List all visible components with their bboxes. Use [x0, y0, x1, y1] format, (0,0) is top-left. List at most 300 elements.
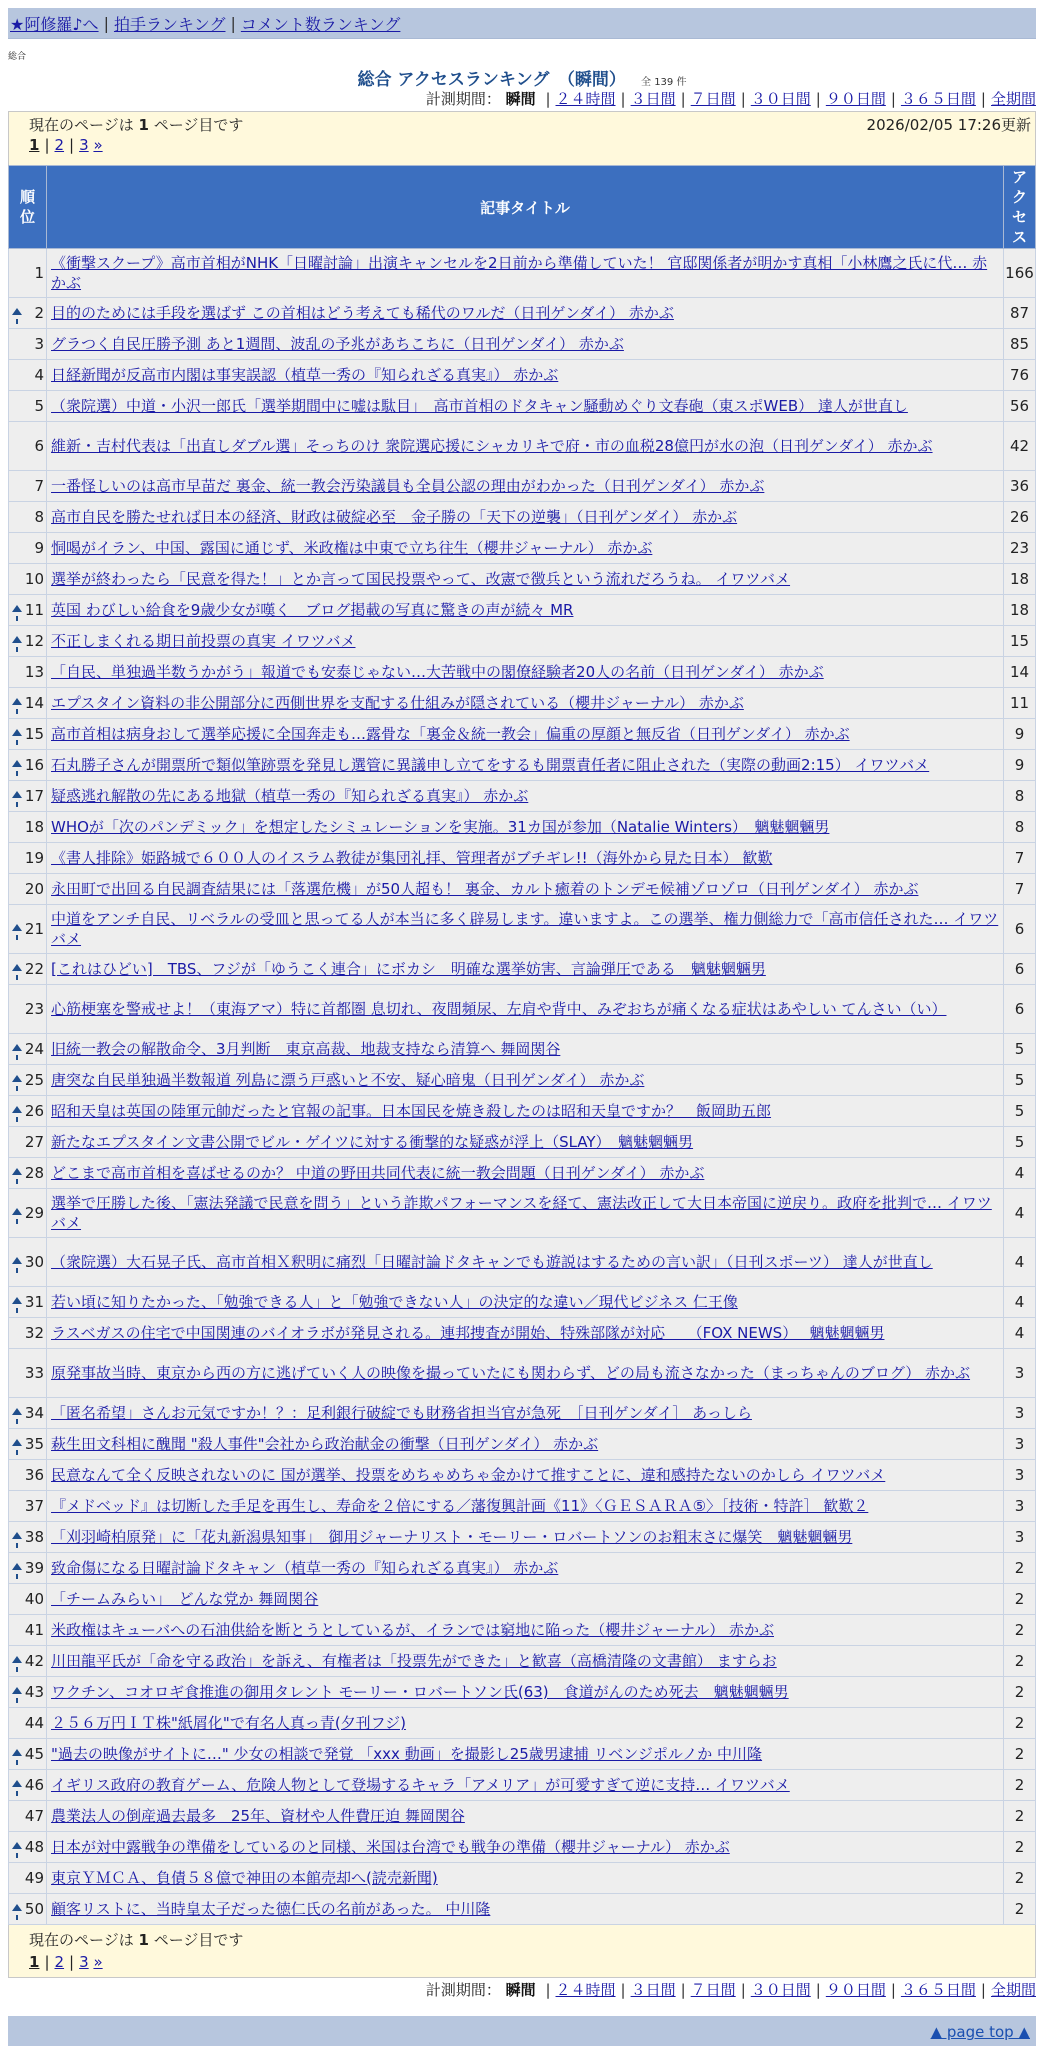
article-link[interactable]: 高市自民を勝たせれば日本の経済、財政は破綻必至 金子勝の「天下の逆襲」（日刊ゲンダイ） 赤かぶ — [51, 508, 738, 526]
rank-number: 40 — [25, 1584, 47, 1615]
up-arrow-icon — [12, 1075, 22, 1082]
rank-change-cell — [9, 1894, 25, 1925]
table-row — [9, 1429, 1036, 1460]
period-link[interactable]: 全期間 — [990, 90, 1036, 108]
up-arrow-icon — [12, 1257, 22, 1264]
access-count: 9 — [1004, 719, 1036, 750]
article-title-cell — [47, 1238, 1004, 1287]
article-link[interactable]: 《衝撃スクープ》高市首相がNHK「日曜討論」出演キャンセルを2日前から準備していた！ 官邸関係者が明かす真相「小林鷹之氏に代… 赤かぶ — [51, 254, 988, 292]
article-title-cell — [47, 657, 1004, 688]
page-link[interactable]: 3 — [79, 1953, 89, 1971]
rank-change-cell — [9, 781, 25, 812]
article-title-cell — [47, 1189, 1004, 1238]
table-row — [9, 502, 1036, 533]
article-link[interactable]: 永田町で出回る自民調査結果には「落選危機」が50人超も！ 裏金、カルト癒着のトンデモ候補ゾロゾロ（日刊ゲンダイ） 赤かぶ — [51, 880, 919, 898]
article-title-cell — [47, 985, 1004, 1034]
access-count: 18 — [1004, 564, 1036, 595]
access-count: 87 — [1004, 298, 1036, 329]
up-arrow-stem — [16, 616, 18, 621]
up-arrow-icon — [12, 1749, 22, 1756]
article-link[interactable]: 昭和天皇は英国の陸軍元帥だったと官報の記事。日本国民を焼き殺したのは昭和天皇ですか？ 飯岡助五郎 — [51, 1102, 772, 1120]
page-current: 1 — [29, 136, 40, 154]
article-link[interactable]: 旧統一教会の解散命令、3月判断 東京高裁、地裁支持なら清算へ 舞岡関谷 — [51, 1040, 561, 1058]
period-link[interactable]: ３６５日間 — [900, 1981, 976, 1999]
col-access-header: アクセス — [1004, 166, 1036, 249]
access-count: 42 — [1004, 422, 1036, 471]
up-arrow-stem — [16, 975, 18, 980]
up-arrow-stem — [16, 1117, 18, 1122]
article-title-cell — [47, 688, 1004, 719]
article-title-cell — [47, 1349, 1004, 1398]
access-count: 3 — [1004, 1398, 1036, 1429]
article-link[interactable]: 顧客リストに、当時皇太子だった徳仁氏の名前があった。 中川隆 — [51, 1900, 491, 1918]
article-link[interactable]: 「刈羽崎柏原発」に「花丸新潟県知事」 御用ジャーナリスト・モーリー・ロバートソンのお粗末さに爆笑 魑魅魍魎男 — [51, 1528, 853, 1546]
rank-number: 50 — [25, 1894, 47, 1925]
rank-change-cell — [9, 1491, 25, 1522]
up-arrow-stem — [16, 1179, 18, 1184]
ranking-table — [8, 165, 1036, 1925]
article-link[interactable]: （衆院選）大石晃子氏、高市首相Ｘ釈明に痛烈「日曜討論ドタキャンでも遊説はするための言い訳」（日刊スポーツ） 達人が世直し — [51, 1253, 933, 1271]
article-link[interactable]: イギリス政府の教育ゲーム、危険人物として登場するキャラ「アメリア」が可愛すぎて逆に支持… イワツバメ — [51, 1776, 790, 1794]
page-top-link[interactable]: ▲ page top ▲ — [930, 2023, 1030, 2041]
article-link[interactable]: ワクチン、コオロギ食推進の御用タレント モーリー・ロバートソン氏(63) 食道がんのため死去 魑魅魍魎男 — [51, 1683, 789, 1701]
up-arrow-stem — [16, 1450, 18, 1455]
period-separator: | — [815, 90, 821, 108]
rank-number: 23 — [25, 985, 47, 1034]
table-row — [9, 1832, 1036, 1863]
table-row — [9, 1460, 1036, 1491]
access-count: 2 — [1004, 1801, 1036, 1832]
article-title-cell — [47, 1615, 1004, 1646]
article-title-cell — [47, 329, 1004, 360]
article-link[interactable]: 萩生田文科相に醜聞 "殺人事件"会社から政治献金の衝撃（日刊ゲンダイ） 赤かぶ — [51, 1435, 599, 1453]
rank-number: 42 — [25, 1646, 47, 1677]
up-arrow-stem — [16, 1219, 18, 1224]
period-link[interactable]: ３日間 — [630, 90, 676, 108]
article-link[interactable]: 原発事故当時、東京から西の方に逃げていく人の映像を撮っていたにも関わらず、どの局も流さなかった（まっちゃんのブログ） 赤かぶ — [51, 1364, 971, 1382]
rank-change-cell — [9, 1034, 25, 1065]
access-count: 2 — [1004, 1708, 1036, 1739]
article-link[interactable]: 疑惑逃れ解散の先にある地獄（植草一秀の『知られざる真実』） 赤かぶ — [51, 787, 529, 805]
page-separator: | — [44, 136, 50, 154]
article-link[interactable]: 日本が対中露戦争の準備をしているのと同様、米国は台湾でも戦争の準備（櫻井ジャーナル） 赤かぶ — [51, 1838, 730, 1856]
rank-change-cell — [9, 595, 25, 626]
rank-number: 10 — [25, 564, 47, 595]
article-link[interactable]: "過去の映像がサイトに…" 少女の相談で発覚 「xxx 動画」を撮影し25歳男逮捕 リベンジポルノか 中川隆 — [51, 1745, 763, 1763]
article-title-cell — [47, 719, 1004, 750]
period-separator: | — [620, 90, 626, 108]
article-title-cell — [47, 502, 1004, 533]
rank-number: 2 — [25, 298, 47, 329]
rank-number: 3 — [25, 329, 47, 360]
access-count: 4 — [1004, 1238, 1036, 1287]
rank-number: 17 — [25, 781, 47, 812]
rank-change-cell — [9, 1584, 25, 1615]
rank-number: 18 — [25, 812, 47, 843]
rank-change-cell — [9, 1615, 25, 1646]
article-title-cell — [47, 1646, 1004, 1677]
page-link[interactable]: 3 — [79, 136, 89, 154]
access-count: 4 — [1004, 1287, 1036, 1318]
rank-change-cell — [9, 533, 25, 564]
access-count: 5 — [1004, 1065, 1036, 1096]
rank-number: 14 — [25, 688, 47, 719]
access-count: 2 — [1004, 1677, 1036, 1708]
rank-change-cell — [9, 985, 25, 1034]
up-arrow-icon — [12, 1106, 22, 1113]
article-link[interactable]: 米政権はキューバへの石油供給を断とうとしているが、イランでは窮地に陥った（櫻井ジャーナル） 赤かぶ — [51, 1621, 774, 1639]
rank-number: 26 — [25, 1096, 47, 1127]
period-separator: | — [980, 1981, 986, 1999]
article-link[interactable]: （衆院選）中道・小沢一郎氏「選挙期間中に嘘は駄目」 高市首相のドタキャン騒動めぐり文春砲（東スポWEB） 達人が世直し — [51, 397, 908, 415]
rank-change-cell — [9, 750, 25, 781]
access-count: 5 — [1004, 1127, 1036, 1158]
rank-change-cell — [9, 1460, 25, 1491]
up-arrow-icon — [12, 1563, 22, 1570]
article-link[interactable]: 若い頃に知りたかった、「勉強できる人」と「勉強できない人」の決定的な違い／現代ビジネス 仁王像 — [51, 1293, 738, 1311]
period-link[interactable]: ２４時間 — [555, 1981, 616, 1999]
period-link[interactable]: ７日間 — [690, 1981, 736, 1999]
period-selector — [8, 87, 1036, 111]
page-separator: | — [69, 1953, 75, 1971]
article-link[interactable]: 「匿名希望」さんお元気ですか！？：足利銀行破綻でも財務省担当官が急死 ［日刊ゲンダイ］ あっしら — [51, 1404, 752, 1422]
article-title-cell — [47, 874, 1004, 905]
rank-number: 30 — [25, 1238, 47, 1287]
rank-change-cell — [9, 1065, 25, 1096]
rank-change-cell — [9, 1801, 25, 1832]
article-link[interactable]: 『メドベッド』は切断した手足を再生し、寿命を２倍にする／藩復興計画《11》〈ＧＥＳＡＲＡ⑤〉［技術・特許］ 歓歎２ — [51, 1497, 869, 1515]
rank-number: 6 — [25, 422, 47, 471]
table-row — [9, 1189, 1036, 1238]
article-title-cell — [47, 1801, 1004, 1832]
table-row — [9, 719, 1036, 750]
rank-change-cell — [9, 1398, 25, 1429]
period-label: 計測期間： — [425, 1981, 501, 1999]
rank-change-cell — [9, 1863, 25, 1894]
article-link[interactable]: 英国 わびしい給食を9歳少女が嘆く ブログ掲載の写真に驚きの声が続々 MR — [51, 601, 574, 619]
article-link[interactable]: 恫喝がイラン、中国、露国に通じず、米政権は中東で立ち往生（櫻井ジャーナル） 赤かぶ — [51, 539, 653, 557]
up-arrow-icon — [12, 636, 22, 643]
rank-change-cell — [9, 360, 25, 391]
article-link[interactable]: どこまで高市首相を喜ばせるのか？ 中道の野田共同代表に統一教会問題（日刊ゲンダイ） 赤かぶ — [51, 1164, 705, 1182]
rank-number: 41 — [25, 1615, 47, 1646]
access-count: 9 — [1004, 750, 1036, 781]
rank-number: 33 — [25, 1349, 47, 1398]
period-link[interactable]: ３０日間 — [750, 1981, 811, 1999]
access-count: 3 — [1004, 1522, 1036, 1553]
access-count: 6 — [1004, 954, 1036, 985]
access-count: 2 — [1004, 1863, 1036, 1894]
up-arrow-stem — [16, 1419, 18, 1424]
rank-number: 45 — [25, 1739, 47, 1770]
up-arrow-stem — [16, 1308, 18, 1313]
up-arrow-stem — [16, 771, 18, 776]
article-title-cell — [47, 298, 1004, 329]
access-count: 2 — [1004, 1770, 1036, 1801]
article-title-cell — [47, 1398, 1004, 1429]
up-arrow-icon — [12, 1656, 22, 1663]
access-count: 6 — [1004, 985, 1036, 1034]
table-row — [9, 812, 1036, 843]
item-count: 全 139 件 — [641, 77, 687, 88]
up-arrow-icon — [12, 1208, 22, 1215]
article-link[interactable]: 中道をアンチ自民、リベラルの受皿と思ってる人が本当に多く辟易します。違いますよ。この選挙、権力側総力で「高市信任された… イワツバメ — [51, 910, 999, 948]
up-arrow-icon — [12, 760, 22, 767]
up-arrow-stem — [16, 647, 18, 652]
article-link[interactable]: 不正しまくれる期日前投票の真実 イワツバメ — [51, 632, 356, 650]
up-arrow-icon — [12, 1439, 22, 1446]
period-separator: | — [620, 1981, 626, 1999]
up-arrow-stem — [16, 1543, 18, 1548]
article-title-cell — [47, 1708, 1004, 1739]
rank-change-cell — [9, 1127, 25, 1158]
access-count: 3 — [1004, 1429, 1036, 1460]
page-link[interactable]: 2 — [54, 136, 65, 154]
access-count: 56 — [1004, 391, 1036, 422]
rank-number: 19 — [25, 843, 47, 874]
rank-change-cell — [9, 843, 25, 874]
table-row — [9, 329, 1036, 360]
up-arrow-stem — [16, 709, 18, 714]
article-title-cell — [47, 1832, 1004, 1863]
rank-change-cell — [9, 1832, 25, 1863]
rank-change-cell — [9, 391, 25, 422]
period-link[interactable]: ３０日間 — [750, 90, 811, 108]
updated-time: 2026/02/05 17:26更新 — [866, 116, 1031, 134]
rank-number: 16 — [25, 750, 47, 781]
article-link[interactable]: ２５６万円ＩＴ株"紙屑化"で有名人真っ青(夕刊フジ) — [51, 1714, 406, 1732]
rank-change-cell — [9, 954, 25, 985]
rank-number: 32 — [25, 1318, 47, 1349]
page-separator: | — [44, 1953, 50, 1971]
rank-number: 9 — [25, 533, 47, 564]
page-link[interactable]: 2 — [54, 1953, 65, 1971]
article-title-cell — [47, 812, 1004, 843]
period-separator: | — [545, 1981, 551, 1999]
article-link[interactable]: 心筋梗塞を警戒せよ！（東海アマ）特に首都圏 息切れ、夜間頻尿、左肩や背中、みぞおちが痛くなる症状はあやしい てんさい（い） — [51, 1000, 947, 1018]
up-arrow-stem — [16, 1055, 18, 1060]
article-link[interactable]: 《書人排除》姫路城で６００人のイスラム教徒が集団礼拝、管理者がブチギレ!!（海外から見た日本） 歓歎 — [51, 849, 773, 867]
rank-change-cell — [9, 1238, 25, 1287]
article-link[interactable]: 維新・吉村代表は「出直しダブル選」そっちのけ 衆院選応援にシャカリキで府・市の血税28億円が水の泡（日刊ゲンダイ） 赤かぶ — [51, 437, 933, 455]
rank-number: 44 — [25, 1708, 47, 1739]
current-page-text: 現在のページは 1 ページ目です — [29, 1931, 244, 1949]
access-count: 2 — [1004, 1832, 1036, 1863]
article-title-cell — [47, 954, 1004, 985]
table-row — [9, 985, 1036, 1034]
period-separator: | — [680, 90, 686, 108]
rank-change-cell — [9, 1318, 25, 1349]
access-count: 5 — [1004, 1096, 1036, 1127]
rank-number: 22 — [25, 954, 47, 985]
table-row — [9, 1158, 1036, 1189]
article-link[interactable]: 川田龍平氏が「命を守る政治」を訴え、有権者は「投票先ができた」と歓喜（高橋清隆の文書館） ますらお — [51, 1652, 777, 1670]
article-title-cell — [47, 1584, 1004, 1615]
page-info-bottom — [8, 1925, 1036, 1978]
table-row — [9, 1584, 1036, 1615]
rank-change-cell — [9, 1287, 25, 1318]
access-count: 8 — [1004, 812, 1036, 843]
article-title-cell — [47, 1491, 1004, 1522]
table-row — [9, 1522, 1036, 1553]
period-link[interactable]: ３６５日間 — [900, 90, 976, 108]
rank-change-cell — [9, 1158, 25, 1189]
up-arrow-stem — [16, 1574, 18, 1579]
rank-change-cell — [9, 1770, 25, 1801]
article-link[interactable]: 新たなエプスタイン文書公開でビル・ゲイツに対する衝撃的な疑惑が浮上（SLAY） 魑魅魍魎男 — [51, 1133, 694, 1151]
article-title-cell — [47, 750, 1004, 781]
pagination-bottom — [29, 1953, 103, 1971]
up-arrow-stem — [16, 935, 18, 940]
article-title-cell — [47, 1429, 1004, 1460]
table-row — [9, 1739, 1036, 1770]
up-arrow-icon — [12, 1297, 22, 1304]
page-separator: | — [69, 136, 75, 154]
rank-change-cell — [9, 1096, 25, 1127]
article-title-cell — [47, 781, 1004, 812]
table-row — [9, 905, 1036, 954]
access-count: 2 — [1004, 1584, 1036, 1615]
table-row — [9, 1708, 1036, 1739]
article-title-cell — [47, 1522, 1004, 1553]
period-link[interactable]: 全期間 — [990, 1981, 1036, 1999]
article-link[interactable]: 「自民、単独過半数うかがう」報道でも安泰じゃない…大苦戦中の閣僚経験者20人の名前（日刊ゲンダイ） 赤かぶ — [51, 663, 824, 681]
access-count: 3 — [1004, 1491, 1036, 1522]
table-row — [9, 750, 1036, 781]
footer-bar — [8, 2016, 1036, 2046]
rank-change-cell — [9, 422, 25, 471]
next-page-link[interactable]: » — [93, 1953, 103, 1971]
access-count: 36 — [1004, 471, 1036, 502]
article-link[interactable]: 農業法人の倒産過去最多 25年、資材や人件費圧迫 舞岡関谷 — [51, 1807, 465, 1825]
table-row — [9, 781, 1036, 812]
table-row — [9, 1677, 1036, 1708]
up-arrow-stem — [16, 1915, 18, 1920]
article-title-cell — [47, 843, 1004, 874]
access-count: 4 — [1004, 1158, 1036, 1189]
current-page-text: 現在のページは 1 ページ目です — [29, 116, 244, 134]
article-title-cell — [47, 1287, 1004, 1318]
article-link[interactable]: 目的のためには手段を選ばず この首相はどう考えても稀代のワルだ（日刊ゲンダイ） 赤かぶ — [51, 304, 674, 322]
rank-number: 12 — [25, 626, 47, 657]
period-separator: | — [545, 90, 551, 108]
period-current: 瞬間 — [505, 1981, 536, 1999]
table-row — [9, 564, 1036, 595]
table-row — [9, 1646, 1036, 1677]
article-title-cell — [47, 626, 1004, 657]
rank-change-cell — [9, 812, 25, 843]
up-arrow-icon — [12, 924, 22, 931]
rank-number: 8 — [25, 502, 47, 533]
rank-change-cell — [9, 1429, 25, 1460]
col-title-header: 記事タイトル — [47, 166, 1004, 249]
rank-number: 7 — [25, 471, 47, 502]
period-link[interactable]: ７日間 — [690, 90, 736, 108]
rank-number: 29 — [25, 1189, 47, 1238]
page-info-top — [8, 111, 1036, 165]
article-title-cell — [47, 391, 1004, 422]
article-title-cell — [47, 1065, 1004, 1096]
article-link[interactable]: 日経新聞が反高市内閣は事実誤認（植草一秀の『知られざる真実』） 赤かぶ — [51, 366, 559, 384]
clap-ranking-link[interactable]: 拍手ランキング — [113, 14, 226, 34]
comment-ranking-link[interactable]: コメント数ランキング — [240, 14, 401, 34]
access-count: 18 — [1004, 595, 1036, 626]
table-row — [9, 422, 1036, 471]
article-link[interactable]: 東京ＹＭＣＡ、負債５８億で神田の本館売却へ(読売新聞) — [51, 1869, 438, 1887]
table-row — [9, 391, 1036, 422]
access-count: 2 — [1004, 1646, 1036, 1677]
period-link[interactable]: ９０日間 — [825, 90, 886, 108]
article-link[interactable]: 唐突な自民単独過半数報道 列島に漂う戸惑いと不安、疑心暗鬼（日刊ゲンダイ） 赤かぶ — [51, 1071, 645, 1089]
article-link[interactable]: ラスベガスの住宅で中国関連のバイオラボが発見される。連邦捜査が開始、特殊部隊が対応 （FOX NEWS） 魑魅魍魎男 — [51, 1324, 885, 1342]
article-title-cell — [47, 905, 1004, 954]
article-link[interactable]: [これはひどい] TBS、フジが「ゆうこく連合」にボカシ 明確な選挙妨害、言論弾圧である 魑魅魍魎男 — [51, 960, 766, 978]
section-label: 総合 — [8, 52, 27, 62]
period-current: 瞬間 — [505, 90, 536, 108]
rank-number: 28 — [25, 1158, 47, 1189]
up-arrow-icon — [12, 1168, 22, 1175]
up-arrow-stem — [16, 802, 18, 807]
up-arrow-icon — [12, 308, 22, 315]
up-arrow-icon — [12, 1044, 22, 1051]
rank-number: 15 — [25, 719, 47, 750]
rank-number: 35 — [25, 1429, 47, 1460]
period-separator: | — [680, 1981, 686, 1999]
up-arrow-stem — [16, 1268, 18, 1273]
rank-change-cell — [9, 719, 25, 750]
access-count: 8 — [1004, 781, 1036, 812]
period-link[interactable]: ３日間 — [630, 1981, 676, 1999]
article-link[interactable]: エプスタイン資料の非公開部分に西側世界を支配する仕組みが隠されている（櫻井ジャーナル） 赤かぶ — [51, 694, 744, 712]
rank-change-cell — [9, 874, 25, 905]
period-label: 計測期間： — [425, 90, 501, 108]
rank-change-cell — [9, 564, 25, 595]
table-row — [9, 1770, 1036, 1801]
article-link[interactable]: グラつく自民圧勝予測 あと1週間、波乱の予兆があちこちに（日刊ゲンダイ） 赤かぶ — [51, 335, 624, 353]
period-separator: | — [890, 1981, 896, 1999]
table-row — [9, 657, 1036, 688]
article-link[interactable]: 致命傷になる日曜討論ドタキャン（植草一秀の『知られざる真実』） 赤かぶ — [51, 1559, 559, 1577]
article-link[interactable]: 民意なんて全く反映されないのに 国が選挙、投票をめちゃめちゃ金かけて推すことに、違和感持たないのかしら イワツバメ — [51, 1466, 886, 1484]
rank-number: 47 — [25, 1801, 47, 1832]
rank-number: 39 — [25, 1553, 47, 1584]
article-title-cell — [47, 1096, 1004, 1127]
nav-separator: | — [103, 13, 109, 33]
home-link[interactable]: ★阿修羅♪へ — [10, 14, 99, 34]
article-link[interactable]: 選挙で圧勝した後、「憲法発議で民意を問う」という詐欺パフォーマンスを経て、憲法改正して大日本帝国に逆戻り。政府を批判で… イワツバメ — [51, 1194, 992, 1232]
up-arrow-icon — [12, 964, 22, 971]
period-link[interactable]: ９０日間 — [825, 1981, 886, 1999]
article-link[interactable]: 選挙が終わったら「民意を得た！」とか言って国民投票やって、改憲で徴兵という流れだろうね。 イワツバメ — [51, 570, 791, 588]
rank-change-cell — [9, 1739, 25, 1770]
article-title-cell — [47, 471, 1004, 502]
pagination-top — [29, 136, 103, 154]
article-link[interactable]: WHOが「次のパンデミック」を想定したシミュレーションを実施。31カ国が参加（Natalie Winters） 魑魅魍魎男 — [51, 818, 830, 836]
period-link[interactable]: ２４時間 — [555, 90, 616, 108]
table-row — [9, 1349, 1036, 1398]
article-link[interactable]: 「チームみらい」 どんな党か 舞岡関谷 — [51, 1590, 319, 1608]
article-link[interactable]: 石丸勝子さんが開票所で類似筆跡票を発見し選管に異議申し立てをするも開票責任者に阻止された（実際の動画2:15） イワツバメ — [51, 756, 930, 774]
table-row — [9, 1034, 1036, 1065]
access-count: 3 — [1004, 1460, 1036, 1491]
article-link[interactable]: 高市首相は病身おして選挙応援に全国奔走も…露骨な「裏金＆統一教会」偏重の厚顔と無反省（日刊ゲンダイ） 赤かぶ — [51, 725, 850, 743]
next-page-link[interactable]: » — [93, 136, 103, 154]
rank-change-cell — [9, 1189, 25, 1238]
rank-number: 34 — [25, 1398, 47, 1429]
access-count: 76 — [1004, 360, 1036, 391]
rank-change-cell — [9, 502, 25, 533]
article-link[interactable]: 一番怪しいのは高市早苗だ 裏金、統一教会汚染議員も全員公認の理由がわかった（日刊ゲンダイ） 赤かぶ — [51, 477, 765, 495]
